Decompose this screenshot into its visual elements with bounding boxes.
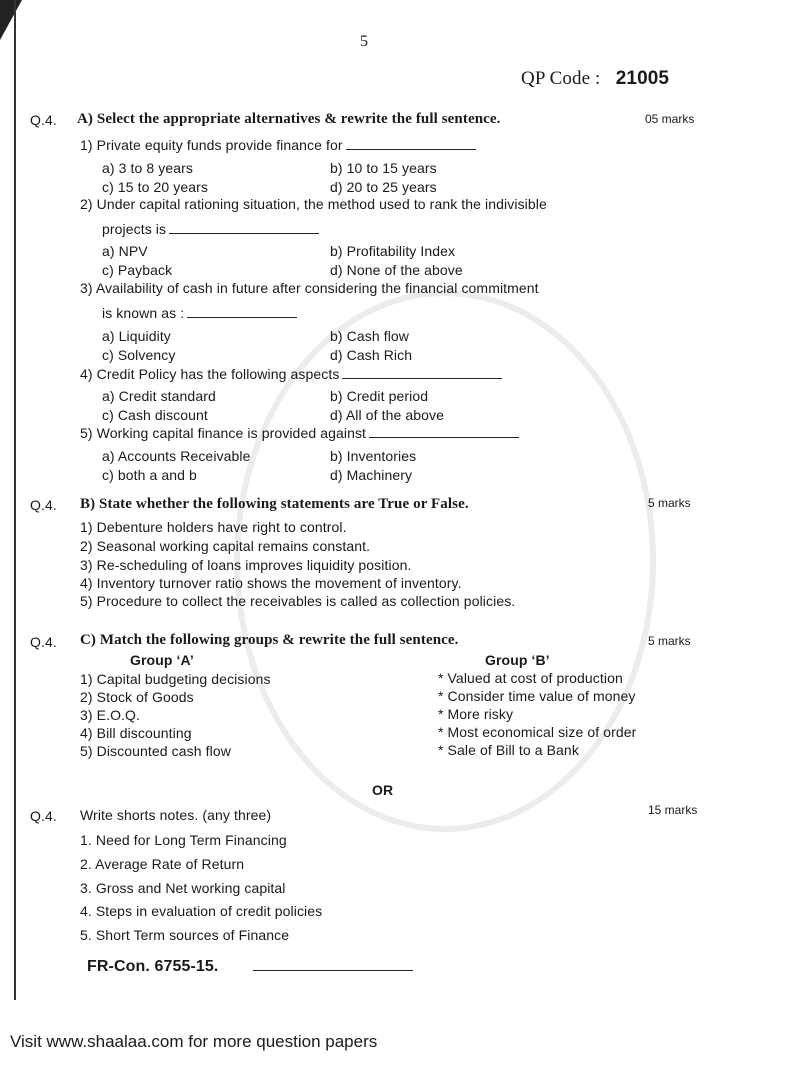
section-c-qno: Q.4. (30, 634, 57, 650)
mcq-option (102, 448, 251, 464)
mcq-option-text: a) Liquidity (102, 328, 171, 344)
answer-blank (346, 139, 476, 150)
mcq-option (102, 160, 193, 176)
mcq-option (102, 243, 148, 259)
mcq-option (102, 388, 216, 404)
section-d-title: Write shorts notes. (any three) (80, 807, 272, 823)
mcq-option (330, 467, 412, 483)
mcq-option-text: c) Cash discount (102, 407, 208, 423)
mcq-question-text: 3) Availability of cash in future after considering the financial commitment (80, 280, 539, 296)
scan-left-border (14, 0, 16, 1000)
or-label: OR (372, 782, 394, 798)
answer-blank (187, 307, 297, 318)
page-number: 5 (360, 33, 369, 50)
section-b-marks: 5 marks (648, 496, 691, 510)
mcq-option-text: c) 15 to 20 years (102, 179, 208, 195)
footer-text: Visit www.shaalaa.com for more question papers (10, 1032, 378, 1051)
mcq-option-text: a) NPV (102, 243, 148, 259)
mcq-option-text: c) Solvency (102, 347, 176, 363)
mcq-question (80, 280, 539, 296)
signature-line (253, 960, 413, 971)
short-note-item: 3. Gross and Net working capital (80, 880, 286, 896)
mcq-option (330, 243, 455, 259)
section-a-marks: 05 marks (645, 112, 695, 126)
tf-item: 3) Re-scheduling of loans improves liquidity position. (80, 557, 412, 573)
group-a-item: 3) E.O.Q. (80, 707, 141, 723)
mcq-option-text: a) 3 to 8 years (102, 160, 193, 176)
mcq-option-text: d) All of the above (330, 407, 444, 423)
short-note-item: 5. Short Term sources of Finance (80, 927, 290, 943)
section-d-qno: Q.4. (30, 808, 57, 824)
group-a-item: 5) Discounted cash flow (80, 743, 231, 759)
section-a-title: A) Select the appropriate alternatives & rewrite the full sentence. (77, 111, 501, 127)
qp-code-value: 21005 (615, 68, 670, 89)
mcq-option (330, 388, 428, 404)
mcq-option-text: b) Profitability Index (330, 243, 456, 259)
mcq-option-text: c) Payback (102, 262, 173, 278)
mcq-option (102, 347, 175, 363)
paper-reference-text: FR-Con. 6755-15. (87, 958, 219, 975)
tf-item: 5) Procedure to collect the receivables is called as collection policies. (80, 593, 516, 609)
mcq-option-text: d) Cash Rich (330, 347, 413, 363)
short-note-item: 1. Need for Long Term Financing (80, 832, 287, 848)
section-d-marks: 15 marks (648, 803, 698, 817)
mcq-question-text: 1) Private equity funds provide finance for (80, 137, 343, 153)
mcq-question (80, 196, 547, 212)
mcq-option-text: b) 10 to 15 years (330, 160, 437, 176)
mcq-question (80, 366, 502, 382)
qp-code-label: QP Code : (521, 68, 601, 89)
group-b-item: * Most economical size of order (438, 724, 637, 740)
tf-item: 1) Debenture holders have right to control. (80, 519, 347, 535)
section-c-title: C) Match the following groups & rewrite the full sentence. (80, 632, 459, 648)
mcq-option-text: a) Accounts Receivable (102, 448, 251, 464)
section-a-qno: Q.4. (30, 112, 57, 128)
group-b-item: * Consider time value of money (438, 688, 636, 704)
mcq-option (102, 467, 197, 483)
mcq-option (330, 160, 437, 176)
mcq-question-text: 4) Credit Policy has the following aspects (80, 366, 340, 382)
answer-blank (369, 427, 519, 438)
mcq-option (102, 179, 208, 195)
section-c-marks: 5 marks (648, 634, 691, 648)
group-a-label: Group ‘A’ (130, 652, 194, 668)
mcq-option (102, 407, 208, 423)
short-note-item: 2. Average Rate of Return (80, 856, 245, 872)
mcq-option-text: b) Cash flow (330, 328, 410, 344)
tf-item: 2) Seasonal working capital remains constant. (80, 538, 371, 554)
mcq-option (330, 407, 444, 423)
mcq-option-text: a) Credit standard (102, 388, 216, 404)
qp-code (521, 68, 669, 90)
group-a-item: 1) Capital budgeting decisions (80, 671, 271, 687)
scan-corner-mark (0, 0, 22, 40)
mcq-question-text: 5) Working capital finance is provided against (80, 425, 367, 441)
tf-item: 4) Inventory turnover ratio shows the movement of inventory. (80, 575, 462, 591)
mcq-question-continued (102, 305, 297, 321)
group-a-item: 2) Stock of Goods (80, 689, 194, 705)
mcq-option (330, 262, 463, 278)
answer-blank (169, 223, 319, 234)
mcq-option (330, 328, 409, 344)
section-b-qno: Q.4. (30, 497, 57, 513)
mcq-option-text: d) None of the above (330, 262, 463, 278)
mcq-option (102, 262, 172, 278)
mcq-question (80, 425, 519, 441)
short-note-item: 4. Steps in evaluation of credit policies (80, 903, 323, 919)
section-b-title: B) State whether the following statements are True or False. (80, 496, 469, 512)
mcq-option (330, 448, 416, 464)
mcq-option (330, 347, 412, 363)
mcq-question-text: 2) Under capital rationing situation, the method used to rank the indivisible (80, 196, 547, 212)
mcq-option (102, 328, 171, 344)
mcq-option-text: b) Inventories (330, 448, 417, 464)
mcq-question-continued (102, 221, 319, 237)
group-b-item: * More risky (438, 706, 514, 722)
answer-blank (342, 368, 502, 379)
mcq-option-text: c) both a and b (102, 467, 197, 483)
mcq-question-continued-text: is known as : (102, 305, 185, 321)
paper-reference (87, 958, 413, 976)
mcq-option (330, 179, 437, 195)
group-b-item: * Valued at cost of production (438, 670, 623, 686)
group-b-item: * Sale of Bill to a Bank (438, 742, 579, 758)
mcq-question (80, 137, 476, 153)
group-b-label: Group ‘B’ (485, 652, 550, 668)
mcq-option-text: d) Machinery (330, 467, 413, 483)
mcq-option-text: b) Credit period (330, 388, 429, 404)
mcq-question-continued-text: projects is (102, 221, 167, 237)
group-a-item: 4) Bill discounting (80, 725, 192, 741)
mcq-option-text: d) 20 to 25 years (330, 179, 437, 195)
